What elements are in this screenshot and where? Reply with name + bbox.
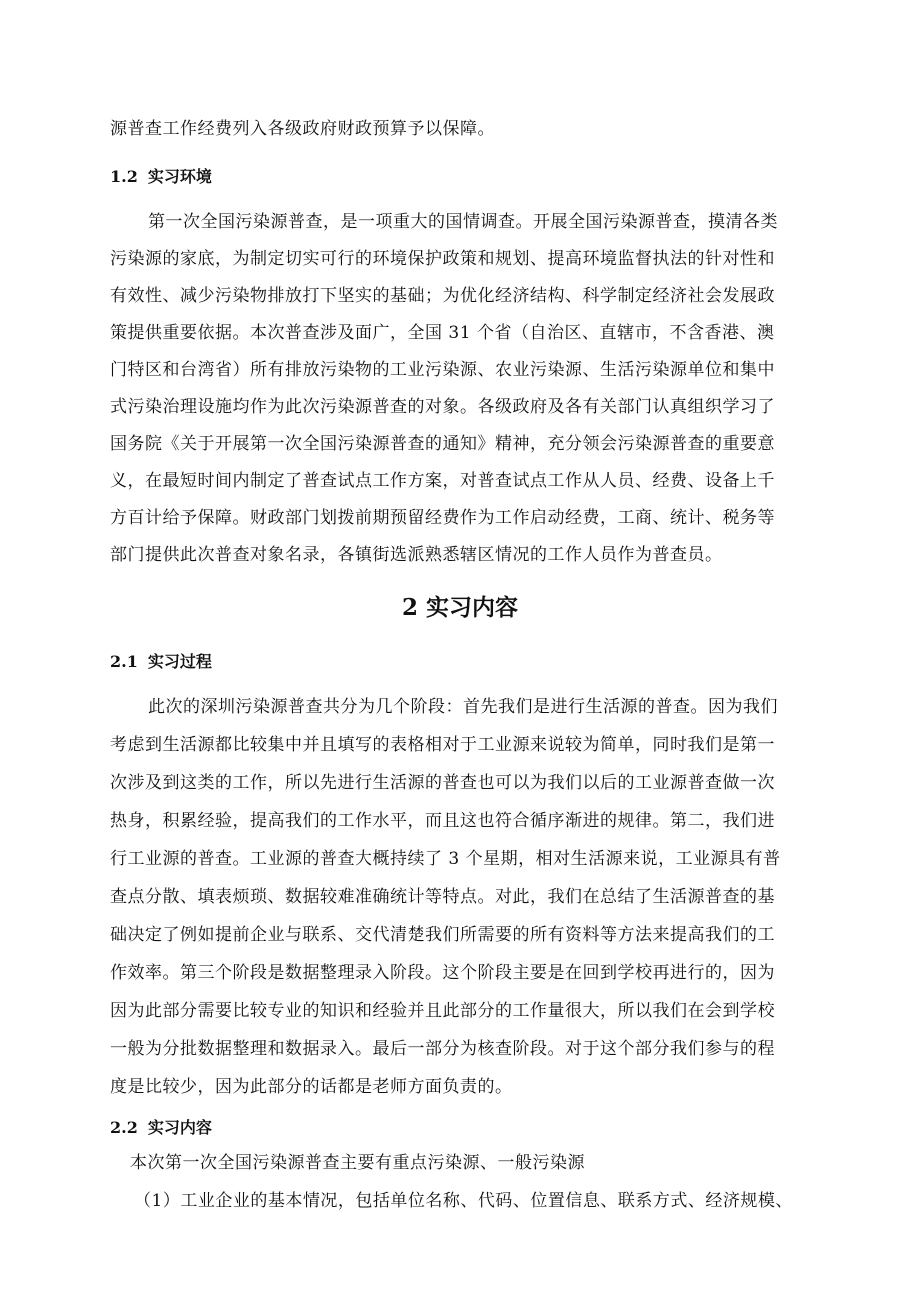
paragraph-line: 查点分散、填表烦琐、数据较难准确统计等特点。对此，我们在总结了生活源普查的基 [110, 887, 775, 907]
chapter-title: 2 实习内容 [401, 594, 518, 621]
paragraph-line: 因为此部分需要比较专业的知识和经验并且此部分的工作量很大，所以我们在会到学校 [110, 1001, 775, 1021]
section-number: 2.1 [110, 652, 138, 671]
paragraph-line: 次涉及到这类的工作，所以先进行生活源的普查也可以为我们以后的工业源普查做一次 [110, 773, 775, 793]
paragraph-line: 方百计给予保障。财政部门划拨前期预留经费作为工作启动经费，工商、统计、税务等 [110, 508, 775, 528]
section-number: 2.2 [110, 1118, 138, 1137]
section-number: 1.2 [110, 167, 138, 186]
paragraph-line: 本次第一次全国污染源普查主要有重点污染源、一般污染源 [130, 1153, 585, 1173]
paragraph-line: 一般为分批数据整理和数据录入。最后一部分为核查阶段。对于这个部分我们参与的程 [110, 1039, 775, 1059]
paragraph-line: 污染源的家底，为制定切实可行的环境保护政策和规划、提高环境监督执法的针对性和 [110, 249, 775, 269]
paragraph-line: （1）工业企业的基本情况，包括单位名称、代码、位置信息、联系方式、经济规模、 [134, 1191, 793, 1211]
paragraph-line: 度是比较少，因为此部分的话都是老师方面负责的。 [110, 1077, 513, 1097]
intro-line: 源普查工作经费列入各级政府财政预算予以保障。 [110, 119, 495, 139]
paragraph-line: 国务院《关于开展第一次全国污染源普查的通知》精神，充分领会污染源普查的重要意 [110, 434, 775, 454]
section-heading-2-2 [110, 1117, 212, 1139]
section-title: 实习内容 [147, 1118, 212, 1137]
paragraph-line: 门特区和台湾省）所有排放污染物的工业污染源、农业污染源、生活污染源单位和集中 [110, 360, 775, 380]
paragraph-line: 义，在最短时间内制定了普查试点工作方案，对普查试点工作从人员、经费、设备上千 [110, 471, 775, 491]
paragraph-line: 策提供重要依据。本次普查涉及面广，全国 31 个省（自治区、直辖市，不含香港、澳 [110, 323, 775, 343]
section-heading-2-1 [110, 651, 212, 673]
section-heading-1-2 [110, 166, 212, 188]
paragraph-line: 式污染治理设施均作为此次污染源普查的对象。各级政府及各有关部门认真组织学习了 [110, 397, 775, 417]
paragraph-line: 考虑到生活源都比较集中并且填写的表格相对于工业源来说较为简单，同时我们是第一 [110, 735, 775, 755]
paragraph-line: 部门提供此次普查对象名录，各镇街选派熟悉辖区情况的工作人员作为普查员。 [110, 545, 723, 565]
paragraph-line: 此次的深圳污染源普查共分为几个阶段：首先我们是进行生活源的普查。因为我们 [148, 697, 778, 717]
paragraph-line: 作效率。第三个阶段是数据整理录入阶段。这个阶段主要是在回到学校再进行的，因为 [110, 963, 775, 983]
paragraph-line: 行工业源的普查。工业源的普查大概持续了 3 个星期，相对生活源来说，工业源具有普 [110, 849, 781, 869]
paragraph-line: 有效性、减少污染物排放打下坚实的基础；为优化经济结构、科学制定经济社会发展政 [110, 286, 775, 306]
section-title: 实习环境 [147, 167, 212, 186]
paragraph-line: 第一次全国污染源普查，是一项重大的国情调查。开展全国污染源普查，摸清各类 [148, 212, 778, 232]
section-title: 实习过程 [147, 652, 212, 671]
paragraph-line: 热身，积累经验，提高我们的工作水平，而且这也符合循序渐进的规律。第二，我们进 [110, 811, 775, 831]
paragraph-line: 础决定了例如提前企业与联系、交代清楚我们所需要的所有资料等方法来提高我们的工 [110, 925, 775, 945]
